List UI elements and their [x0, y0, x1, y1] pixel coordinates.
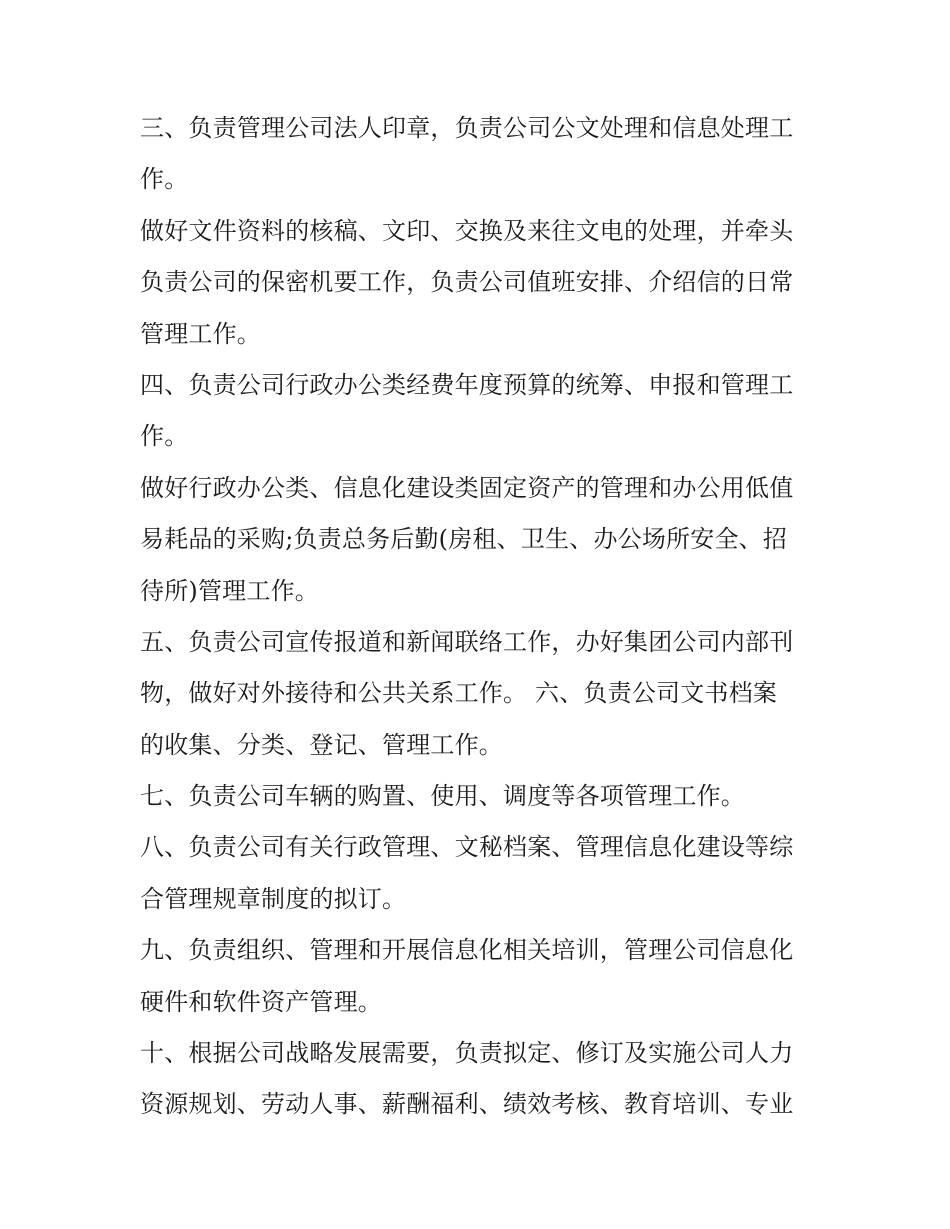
text-line: 管理工作。	[140, 319, 261, 348]
text-line: 合管理规章制度的拟订。	[140, 884, 407, 913]
text-line: 八、负责公司有关行政管理、文秘档案、管理信息化建设等综	[140, 833, 794, 862]
text-line: 三、负责管理公司法人印章，负责公司公文处理和信息处理工	[140, 114, 794, 142]
text-line: 十、根据公司战略发展需要，负责拟定、修订及实施公司人力	[140, 1039, 794, 1068]
text-line: 做好文件资料的核稿、文印、交换及来往文电的处理，并牵头	[140, 216, 794, 245]
document-body	[140, 103, 812, 1131]
text-line: 作。	[140, 422, 189, 451]
text-line: 四、负责公司行政办公类经费年度预算的统筹、申报和管理工	[140, 370, 794, 399]
text-line: 的收集、分类、登记、管理工作。	[140, 730, 503, 759]
text-line: 易耗品的采购;负责总务后勤(房租、卫生、办公场所安全、招	[140, 525, 788, 554]
text-line: 九、负责组织、管理和开展信息化相关培训，管理公司信息化	[140, 936, 794, 965]
text-line: 硬件和软件资产管理。	[140, 987, 382, 1016]
text-line: 物，做好对外接待和公共关系工作。 六、负责公司文书档案	[140, 679, 778, 708]
text-line: 待所)管理工作。	[140, 576, 319, 605]
text-line: 作。	[140, 165, 189, 194]
text-line: 七、负责公司车辆的购置、使用、调度等各项管理工作。	[140, 782, 745, 811]
text-line: 资源规划、劳动人事、薪酬福利、绩效考核、教育培训、专业	[140, 1090, 794, 1119]
text-line: 做好行政办公类、信息化建设类固定资产的管理和办公用低值	[140, 473, 794, 502]
text-line: 五、负责公司宣传报道和新闻联络工作，办好集团公司内部刊	[140, 627, 794, 656]
text-line: 负责公司的保密机要工作，负责公司值班安排、介绍信的日常	[140, 268, 794, 297]
